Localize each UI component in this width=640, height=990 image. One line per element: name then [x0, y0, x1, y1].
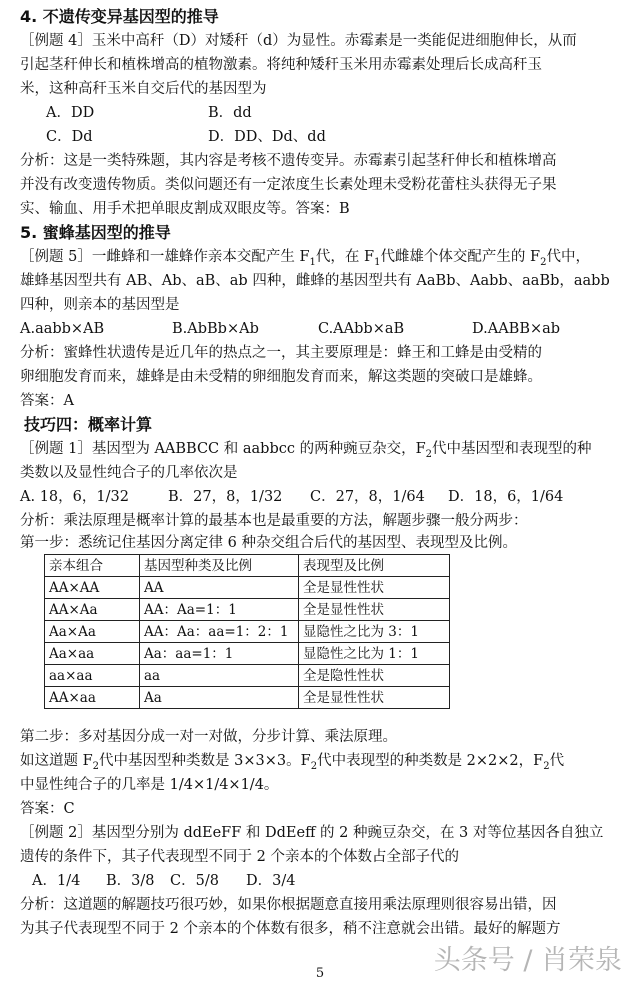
q2-analysis-1: 分析：这道题的解题技巧很巧妙，如果你根据题意直接用乘法原理则很容易出错，因: [20, 897, 557, 913]
calc-line-1-part-d: 代: [549, 753, 565, 769]
table-row: [45, 621, 450, 643]
table-cell: AA：Aa=1：1: [140, 599, 299, 621]
section-4-heading: 4. 不遗传变异基因型的推导: [20, 7, 219, 26]
sec5-line-2: 雄蜂基因型共有 AB、Ab、aB、ab 四种，雌蜂的基因型共有 AaBb、Aabb、aaBb，aabb: [20, 273, 610, 289]
sec4-option-d: D．DD、Dd、dd: [208, 129, 326, 145]
sec4-option-c: C．Dd: [46, 129, 93, 145]
calc-line-1-part-b: 代中基因型种类数是 3×3×3。F: [99, 753, 311, 769]
q1-answer: 答案：C: [20, 801, 75, 817]
q1-option-b: B．27，8，1/32: [168, 489, 283, 505]
q1-analysis: 分析：乘法原理是概率计算的最基本也是最重要的方法，解题步骤一般分两步：: [20, 513, 528, 529]
sec4-analysis-3: 实、输血、用手术把单眼皮割成双眼皮等。答案：B: [20, 201, 350, 217]
sec5-option-d: D.AABB×ab: [472, 321, 561, 337]
table-cell: AA: [140, 577, 299, 599]
calc-line-2: 中显性纯合子的几率是 1/4×1/4×1/4。: [20, 777, 279, 793]
q1-option-a: A. 18，6，1/32: [20, 489, 129, 505]
q1-line-2: 类数以及显性纯合子的几率依次是: [20, 465, 238, 481]
table-cell: 全是隐性性状: [299, 665, 450, 687]
table-cell: Aa: [140, 687, 299, 709]
table-cell: Aa：aa=1：1: [140, 643, 299, 665]
table-header-row: [45, 555, 450, 577]
subscript-2: 2: [92, 760, 100, 772]
table-cell: aa×aa: [45, 665, 140, 687]
page-number: 5: [315, 966, 325, 981]
table-cell: AA×Aa: [45, 599, 140, 621]
subscript-1: 1: [374, 256, 381, 268]
sec5-option-b: B.AbBb×Ab: [172, 321, 259, 337]
subscript-2: 2: [540, 256, 547, 268]
table-cell: AA×AA: [45, 577, 140, 599]
step-2: 第二步：多对基因分成一对一对做，分步计算、乘法原理。: [20, 729, 397, 745]
subscript-1: 1: [309, 256, 316, 268]
table-header-cell: 基因型种类及比例: [140, 555, 299, 577]
sec5-line-1-part-d: 代中，: [546, 249, 590, 265]
subscript-2: 2: [310, 760, 318, 772]
table-cell: AA×aa: [45, 687, 140, 709]
sec4-option-b: B．dd: [208, 105, 252, 121]
q1-option-d: D．18，6，1/64: [448, 489, 564, 505]
sec5-line-1-part-b: 代，在 F: [315, 249, 375, 265]
q2-line-2: 遗传的条件下，其子代表现型不同于 2 个亲本的个体数占全部子代的: [20, 849, 459, 865]
sec5-line-1-part-c: 代雌雄个体交配产生的 F: [380, 249, 541, 265]
table-cell: AA：Aa：aa=1：2：1: [140, 621, 299, 643]
q1-line-1-part-b: 代中基因型和表现型的种: [432, 441, 592, 457]
calc-line-1-part-a: 如这道题 F: [20, 753, 93, 769]
table-cell: Aa×Aa: [45, 621, 140, 643]
q2-analysis-2: 为其子代表现型不同于 2 个亲本的个体数有很多，稍不注意就会出错。最好的解题方: [20, 921, 561, 937]
table-cell: 全是显性性状: [299, 687, 450, 709]
table-row: [45, 577, 450, 599]
table-cell: aa: [140, 665, 299, 687]
sec4-line-3: 米，这种高秆玉米自交后代的基因型为: [20, 81, 267, 97]
sec5-line-3: 四种，则亲本的基因型是: [20, 297, 180, 313]
sec4-analysis-1: 分析：这是一类特殊题，其内容是考核不遗传变异。赤霉素引起茎秆伸长和植株增高: [20, 153, 557, 169]
sec5-line-1-part-a: ［例题 5］一雌蜂和一雄蜂作亲本交配产生 F: [20, 249, 310, 265]
sec5-analysis-2: 卵细胞发育而来，雄蜂是由未受精的卵细胞发育而来，解这类题的突破口是雄蜂。: [20, 369, 542, 385]
subscript-2: 2: [425, 448, 433, 460]
q2-line-1: ［例题 2］基因型分别为 ddEeFF 和 DdEeff 的 2 种豌豆杂交，在 3 对等位基因各自独立: [20, 825, 604, 841]
table-cell: 全是显性性状: [299, 599, 450, 621]
table-header-cell: 表现型及比例: [299, 555, 450, 577]
sec5-option-c: C.AAbb×aB: [318, 321, 405, 337]
calc-line-1-part-c: 代中表现型的种类数是 2×2×2，F: [317, 753, 544, 769]
genotype-table: [44, 554, 450, 709]
skill-4-heading: 技巧四：概率计算: [24, 415, 153, 434]
sec5-option-a: A.aabb×AB: [20, 321, 105, 337]
table-row: [45, 665, 450, 687]
sec4-option-a: A．DD: [46, 105, 95, 121]
q2-option-b: B．3/8: [106, 873, 155, 889]
subscript-2: 2: [543, 760, 550, 772]
table-cell: Aa×aa: [45, 643, 140, 665]
table-row: [45, 599, 450, 621]
sec4-line-2: 引起茎秆伸长和植株增高的植物激素。将纯种矮秆玉米用赤霉素处理后长成高秆玉: [20, 57, 542, 73]
table-cell: 全是显性性状: [299, 577, 450, 599]
table-header-cell: 亲本组合: [45, 555, 140, 577]
q1-line-1-part-a: ［例题 1］基因型为 AABBCC 和 aabbcc 的两种豌豆杂交，F: [20, 441, 426, 457]
sec5-analysis-1: 分析：蜜蜂性状遗传是近几年的热点之一，其主要原理是：蜂王和工蜂是由受精的: [20, 345, 542, 361]
sec4-analysis-2: 并没有改变遗传物质。类似问题还有一定浓度生长素处理未受粉花蕾柱头获得无子果: [20, 177, 557, 193]
q1-option-c: C．27，8，1/64: [310, 489, 425, 505]
q2-option-c: C．5/8: [170, 873, 219, 889]
q2-option-d: D．3/4: [246, 873, 296, 889]
watermark: 头条号 / 肖荣泉: [433, 945, 622, 976]
sec5-answer: 答案：A: [20, 393, 74, 409]
step-1: 第一步：悉统记住基因分离定律 6 种杂交组合后代的基因型、表现型及比例。: [20, 535, 517, 551]
table-cell: 显隐性之比为 3：1: [299, 621, 450, 643]
table-row: [45, 687, 450, 709]
section-5-heading: 5. 蜜蜂基因型的推导: [20, 223, 171, 242]
table-row: [45, 643, 450, 665]
q2-option-a: A．1/4: [32, 873, 81, 889]
sec4-line-1: ［例题 4］玉米中高秆（D）对矮秆（d）为显性。赤霉素是一类能促进细胞伸长，从而: [20, 33, 577, 49]
table-cell: 显隐性之比为 1：1: [299, 643, 450, 665]
